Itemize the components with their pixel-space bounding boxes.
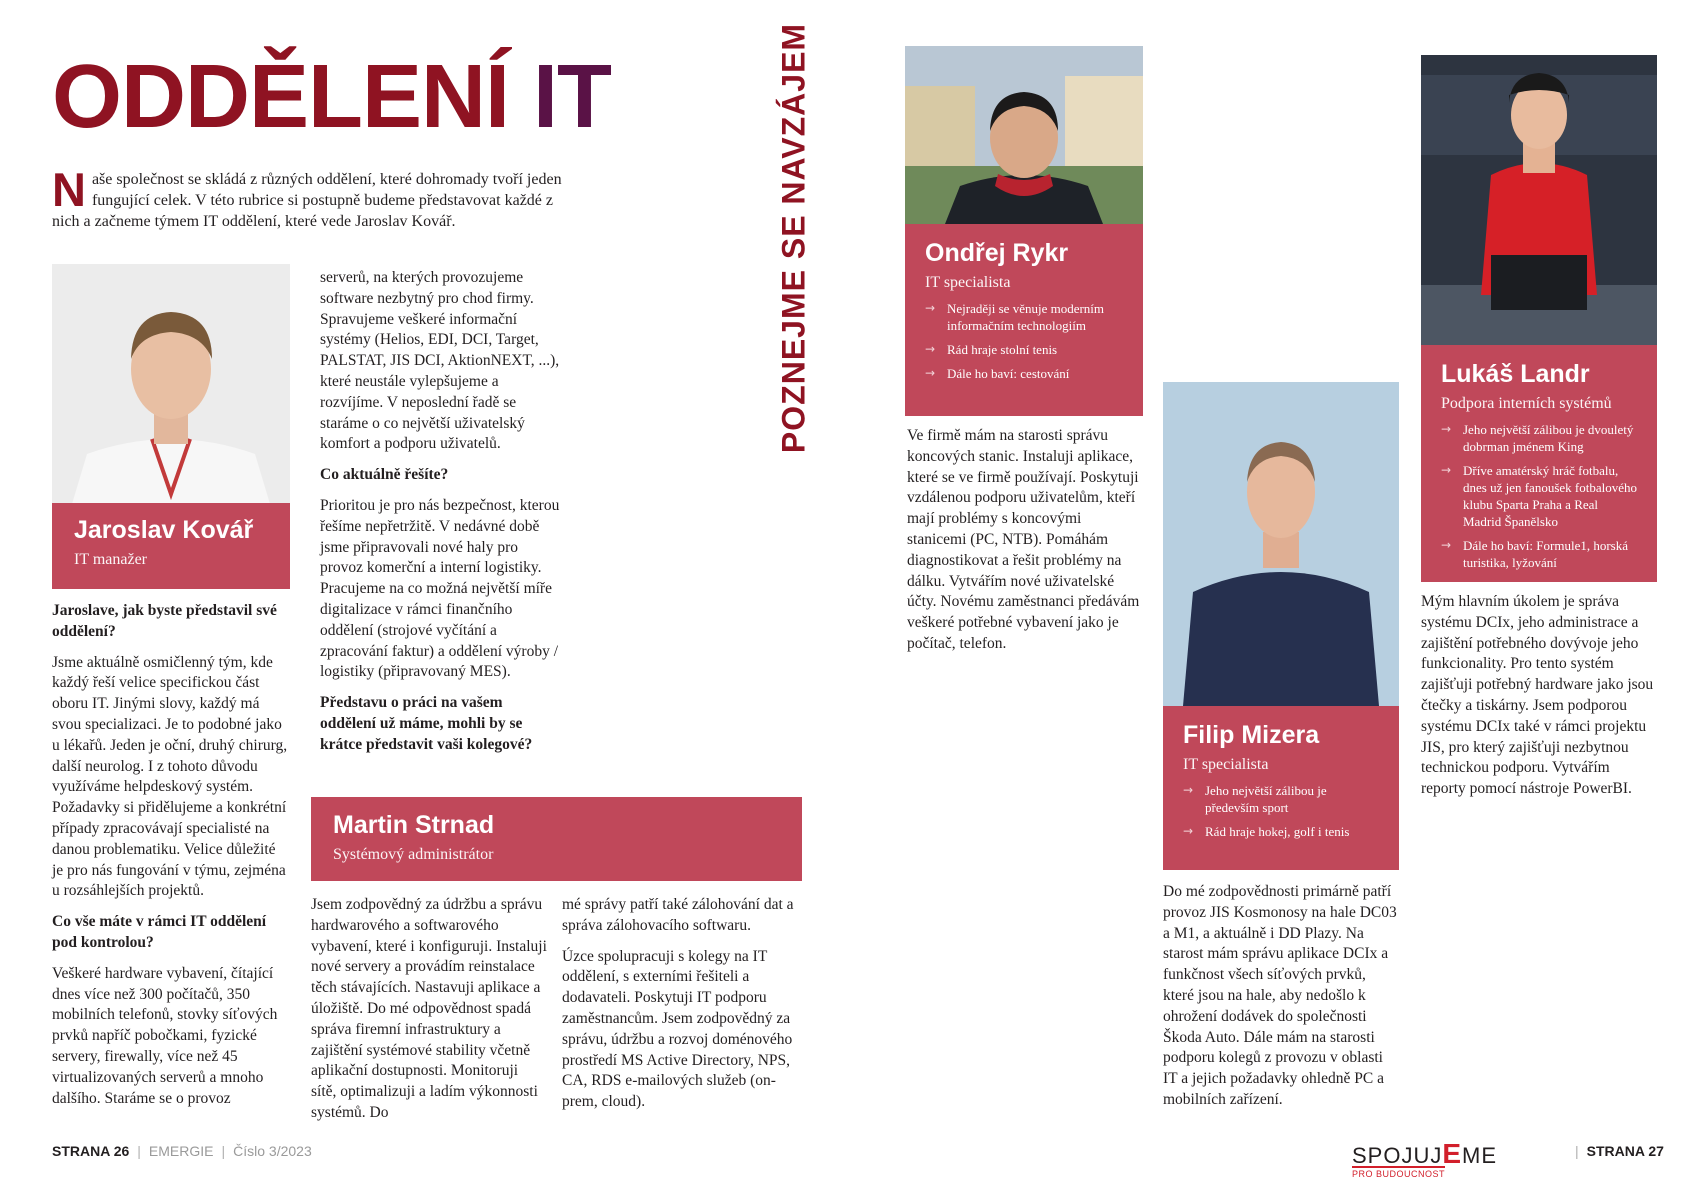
question-3: Co aktuálně řešíte?: [320, 466, 449, 484]
martin-text-2: mé správy patří také zálohování dat a správa zálohovacího softwaru.: [562, 896, 794, 934]
fact-item: → Jeho největší zálibou je především sport: [1183, 783, 1327, 815]
title-main: ODDĚLENÍ: [52, 47, 534, 147]
answer-2-continued: serverů, na kterých provozujeme software nezbytný pro chod firmy. Spravujeme veškeré informační systémy (Helios, EDI, DCI, Target, PALSTAT, JIS DCI, AktionNEXT, ...), které neustále vylepšujeme a rozvíjíme. V neposlední řadě se staráme o co největší uživatelský komfort a podporu uživatelů.: [320, 269, 560, 453]
logo-tagline: PRO BUDOUCNOST: [1352, 1166, 1445, 1179]
filip-card: [1163, 706, 1399, 870]
fact-item: → Nejraději se věnuje moderním informačním technologiím: [925, 301, 1105, 333]
title-accent: IT: [533, 47, 612, 147]
filip-text: [1163, 882, 1399, 1121]
martin-text-3: Úzce spolupracuji s kolegy na IT oddělení, s externími řešiteli a dodavateli. Poskytuji IT podporu zaměstnancům. Jsem zodpovědný za správu, údržbu a rozvoj doménového prostředí MS Active Directory, NPS, CA, RDS e-mailových služeb (on-prem, cloud).: [562, 947, 793, 1111]
arrow-right-icon: →: [1441, 422, 1452, 436]
logo-word-right: ME: [1462, 1143, 1498, 1168]
answer-1: Jsme aktuálně osmičlenný tým, kde každý řeší velice specifickou část oboru IT. Jinými slovy, každý má svou specializaci. Je to podobné jako u lékařů. Jeden je oční, druhý chirurg, další neurolog. I z tohoto důvodu využíváme helpdeskový systém. Požadavky si přidělujeme a konkrétní případy zpracovávají specialisté na danou problematiku. Velice důležité je pro nás fungování v týmu, zejména u rozsáhlejších projektů.: [52, 653, 288, 900]
footer-right: | STRANA 27: [1575, 1143, 1664, 1159]
arrow-right-icon: →: [925, 342, 936, 356]
lukas-photo: [1421, 55, 1657, 345]
footer-page-left: STRANA 26: [52, 1143, 130, 1159]
ondrej-photo: [905, 46, 1143, 224]
ondrej-text: [907, 426, 1143, 665]
fact-item: → Dále ho baví: Formule1, horská turistika, lyžování: [1441, 538, 1628, 570]
jaroslav-photo: [52, 264, 290, 504]
page-title: [52, 47, 612, 147]
lukas-card: [1421, 345, 1657, 582]
ondrej-facts: [925, 300, 1123, 382]
lukas-text-body: Mým hlavním úkolem je správa systému DCIx, jeho administrace a zajištění potřebného dovývoje jeho funkcionality. Pro tento systém zajišťuji potřebný hardware jako jsou čtečky a tiskárny. Jsem podporou systému DCIx také v rámci projektu JIS, pro který zajišťuji nezbytnou technickou podporu. Vytvářím reporty pomocí nástroje PowerBI.: [1421, 593, 1654, 798]
ondrej-role: IT specialista: [925, 274, 1011, 291]
interview-column-1: [52, 601, 288, 1119]
intro-paragraph: [52, 163, 562, 232]
intro-text: aše společnost se skládá z různých oddělení, které dohromady tvoří jeden fungující celek. V této rubrice si postupně budeme představovat každé z nich a začneme týmem IT oddělení, které vede Jaroslav Kovář.: [52, 171, 562, 230]
lukas-text: [1421, 592, 1657, 810]
martin-text-1: Jsem zodpovědný za údržbu a správu hardwarového a softwarového vybavení, které i konfiguruji. Instaluji nové servery a provádím reinstalace těch stávajících. Nastavuji aplikace a úložiště. Do mé odpovědnost spadá správa firemní infrastruktury a zajištění systémové stability včetně aplikační dostupnosti. Monitoruji sítě, optimalizuji a ladím výkonnosti systémů. Do: [311, 896, 547, 1121]
martin-name: Martin Strnad: [333, 811, 495, 839]
question-4: Představu o práci na vašem oddělení už máme, mohli by se krátce představit vaši kolegové?: [320, 694, 533, 753]
martin-role: Systémový administrátor: [333, 846, 494, 863]
ondrej-text-body: Ve firmě mám na starosti správu koncových stanic. Instaluji aplikace, které se ve firmě používají. Poskytuji vzdálenou podporu uživatelům, kteří mají problémy s koncovými stanicemi (PC, NTB). Pomáhám diagnostikovat a řešit problémy na dálku. Vytvářím nové uživatelské účty. Novému zaměstnanci předávám veškeré potřebné vybavení jako je počítač, telefon.: [907, 427, 1140, 652]
question-1: Jaroslave, jak byste představil své oddělení?: [52, 602, 277, 640]
fact-item: → Rád hraje hokej, golf i tenis: [1183, 824, 1350, 839]
fact-item: → Dříve amatérský hráč fotbalu, dnes už jen fanoušek fotbalového klubu Sparta Praha a Real Madrid Španělsko: [1441, 463, 1638, 529]
arrow-right-icon: →: [925, 301, 936, 315]
ondrej-name: Ondřej Rykr: [925, 239, 1069, 267]
footer-left: STRANA 26 | EMERGIE | Číslo 3/2023: [52, 1143, 312, 1159]
lukas-name: Lukáš Landr: [1441, 360, 1590, 388]
footer-page-right: STRANA 27: [1586, 1143, 1664, 1159]
arrow-right-icon: →: [1441, 463, 1452, 477]
logo-word-left: SPOJUJ: [1352, 1143, 1443, 1168]
lukas-facts: [1441, 421, 1637, 571]
arrow-right-icon: →: [1183, 783, 1194, 797]
interview-column-2: [320, 268, 560, 766]
fact-item: → Jeho největší zálibou je dvouletý dobrman jménem King: [1441, 422, 1634, 454]
filip-photo: [1163, 382, 1399, 706]
lukas-role: Podpora interních systémů: [1441, 395, 1612, 412]
vertical-section-title: [768, 22, 820, 454]
question-2: Co vše máte v rámci IT oddělení pod kontrolou?: [52, 913, 267, 951]
filip-name: Filip Mizera: [1183, 721, 1320, 749]
answer-3: Prioritou je pro nás bezpečnost, kterou řešíme nepřetržitě. V nedávné době jsme připravovali nové haly pro provoz komerční a interní logistiky. Pracujeme na co možná největší míře digitalizace v rámci finančního oddělení (strojové vyčítání a zpracování faktur) a oddělení výroby / logistiky (připravovaný MES).: [320, 496, 560, 681]
footer-magazine: EMERGIE: [148, 1143, 214, 1159]
martin-text-col2: [562, 895, 802, 1123]
vertical-title-text: POZNEJME SE NAVZÁJEM: [775, 22, 812, 454]
answer-2: Veškeré hardware vybavení, čítající dnes více než 300 počítačů, 350 mobilních telefonů, stovky síťových prvků napříč pobočkami, fyzické servery, firewally, více než 45 virtualizovaných serverů a mnoho dalšího. Staráme se o provoz: [52, 964, 278, 1107]
footer-issue: Číslo 3/2023: [233, 1143, 312, 1159]
jaroslav-card: [52, 503, 290, 589]
intro-dropcap: N: [52, 163, 86, 216]
martin-card: [311, 797, 802, 881]
arrow-right-icon: →: [925, 366, 936, 380]
logo-e: E: [1442, 1138, 1463, 1169]
martin-text-col1: [311, 895, 547, 1134]
filip-text-body: Do mé zodpovědnosti primárně patří provoz JIS Kosmonosy na hale DC03 a M1, a aktuálně i DD Plazy. Na starost mám správu aplikace DCIx a funkčnost všech síťových prvků, které jsou na hale, aby nedošlo k ohrožení dodávek do společnosti Škoda Auto. Dále mám na starosti podporu kolegů z provozu v oblasti IT a jejich požadavky ohledně PC a mobilních zařízení.: [1163, 883, 1397, 1108]
jaroslav-role: IT manažer: [74, 551, 147, 568]
spojujeme-logo: [1352, 1130, 1572, 1182]
ondrej-card: [905, 224, 1143, 416]
fact-item: → Dále ho baví: cestování: [925, 366, 1070, 381]
filip-facts: [1183, 782, 1379, 840]
jaroslav-name: Jaroslav Kovář: [74, 516, 254, 544]
filip-role: IT specialista: [1183, 756, 1269, 773]
fact-item: → Rád hraje stolní tenis: [925, 342, 1058, 357]
arrow-right-icon: →: [1441, 538, 1452, 552]
arrow-right-icon: →: [1183, 824, 1194, 838]
